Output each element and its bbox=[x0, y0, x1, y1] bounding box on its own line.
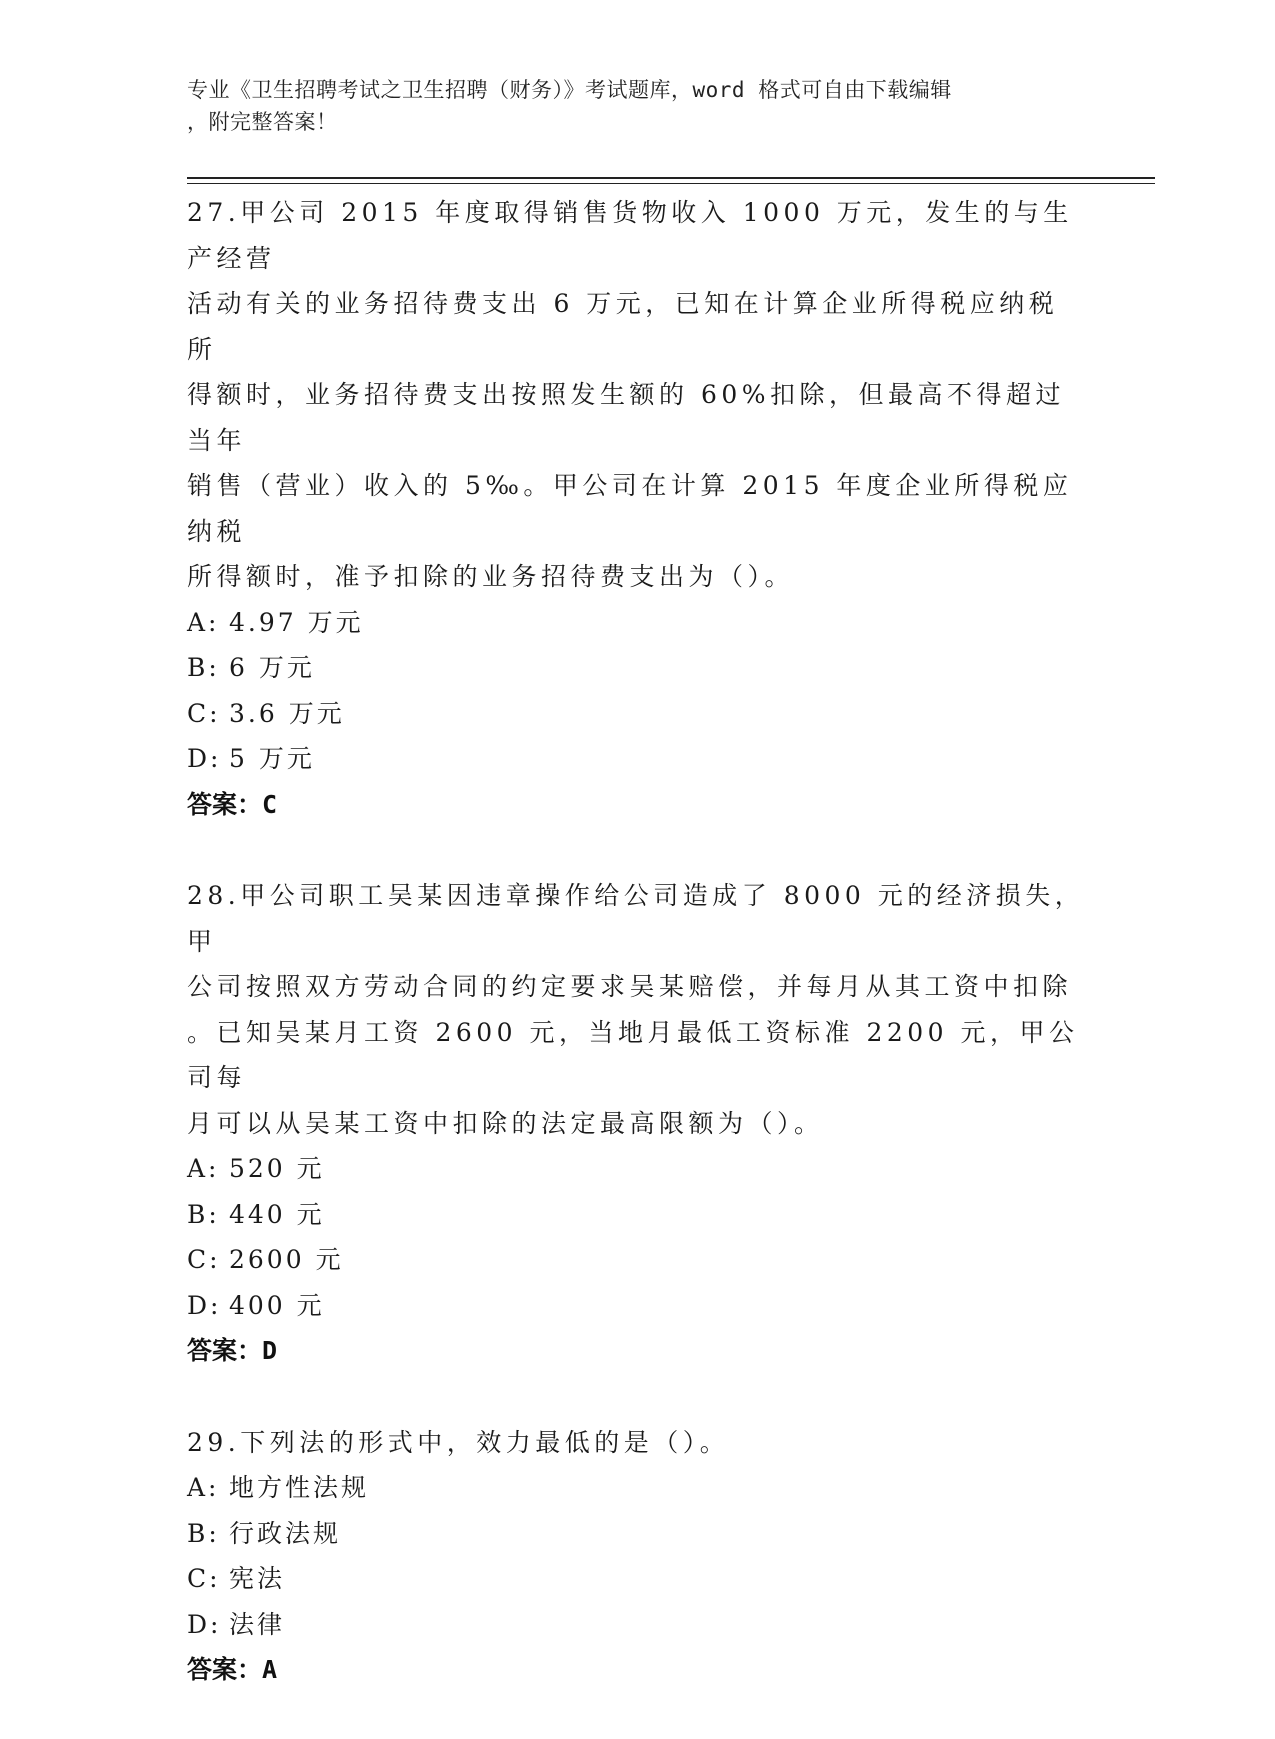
option-text: 4.97 万元 bbox=[229, 607, 364, 637]
option-key: C: bbox=[187, 1564, 221, 1593]
option-d bbox=[187, 736, 1087, 782]
option-key: B: bbox=[187, 653, 220, 682]
question-29 bbox=[187, 1420, 1087, 1693]
option-b bbox=[187, 1192, 1087, 1238]
header-line-1: 专业《卫生招聘考试之卫生招聘（财务）》考试题库，word 格式可自由下载编辑 bbox=[187, 78, 952, 102]
option-b bbox=[187, 1511, 1087, 1557]
option-text: 2600 元 bbox=[229, 1245, 344, 1274]
option-text: 法律 bbox=[229, 1609, 286, 1639]
option-a bbox=[187, 600, 1087, 646]
option-c bbox=[187, 1237, 1087, 1283]
question-28 bbox=[187, 873, 1087, 1374]
question-stem-line: 活动有关的业务招待费支出 6 万元，已知在计算企业所得税应纳税所 bbox=[187, 289, 1059, 364]
option-key: A: bbox=[187, 1154, 220, 1183]
option-key: C: bbox=[187, 1245, 221, 1274]
option-key: D: bbox=[187, 1609, 222, 1639]
option-text: 400 元 bbox=[229, 1290, 325, 1320]
answer-line: 答案：D bbox=[187, 1336, 278, 1365]
option-key: B: bbox=[187, 1518, 220, 1548]
option-text: 行政法规 bbox=[229, 1518, 342, 1548]
question-stem-line: 29.下列法的形式中，效力最低的是（）。 bbox=[187, 1427, 730, 1457]
option-a bbox=[187, 1146, 1087, 1192]
option-key: D: bbox=[187, 1290, 222, 1320]
option-key: A: bbox=[187, 1473, 220, 1502]
option-c bbox=[187, 1556, 1087, 1602]
question-stem-line: 销售（营业）收入的 5‰。甲公司在计算 2015 年度企业所得税应纳税 bbox=[187, 471, 1073, 546]
question-stem-line: 27.甲公司 2015 年度取得销售货物收入 1000 万元，发生的与生产经营 bbox=[187, 198, 1073, 273]
option-key: A: bbox=[187, 607, 220, 637]
option-c bbox=[187, 691, 1087, 737]
option-text: 6 万元 bbox=[229, 653, 315, 682]
option-d bbox=[187, 1602, 1087, 1648]
question-stem-line: 月可以从吴某工资中扣除的法定最高限额为（）。 bbox=[187, 1108, 824, 1138]
option-b bbox=[187, 645, 1087, 691]
option-text: 520 元 bbox=[229, 1154, 325, 1183]
question-stem-line: 所得额时，准予扣除的业务招待费支出为（）。 bbox=[187, 562, 795, 591]
option-text: 3.6 万元 bbox=[229, 698, 345, 728]
option-text: 宪法 bbox=[229, 1564, 286, 1593]
question-list bbox=[187, 190, 1087, 1739]
option-text: 440 元 bbox=[229, 1199, 325, 1229]
header-divider-thin bbox=[187, 183, 1155, 184]
document-header bbox=[187, 74, 1067, 138]
header-line-2: ，附完整答案！ bbox=[187, 110, 338, 134]
header-divider-thick bbox=[187, 177, 1155, 179]
question-27 bbox=[187, 190, 1087, 827]
question-stem-line: 。已知吴某月工资 2600 元，当地月最低工资标准 2200 元，甲公司每 bbox=[187, 1017, 1079, 1092]
answer-line: 答案：C bbox=[187, 789, 278, 819]
question-stem-line: 公司按照双方劳动合同的约定要求吴某赔偿，并每月从其工资中扣除 bbox=[187, 972, 1073, 1001]
option-key: C: bbox=[187, 698, 221, 728]
option-key: D: bbox=[187, 744, 222, 773]
option-text: 地方性法规 bbox=[229, 1473, 370, 1502]
option-key: B: bbox=[187, 1199, 220, 1229]
question-stem-line: 28.甲公司职工吴某因违章操作给公司造成了 8000 元的经济损失，甲 bbox=[187, 881, 1085, 956]
option-a bbox=[187, 1465, 1087, 1511]
question-stem-line: 得额时，业务招待费支出按照发生额的 60%扣除，但最高不得超过当年 bbox=[187, 380, 1066, 455]
option-text: 5 万元 bbox=[229, 744, 315, 773]
answer-line: 答案：A bbox=[187, 1655, 278, 1684]
option-d bbox=[187, 1283, 1087, 1329]
